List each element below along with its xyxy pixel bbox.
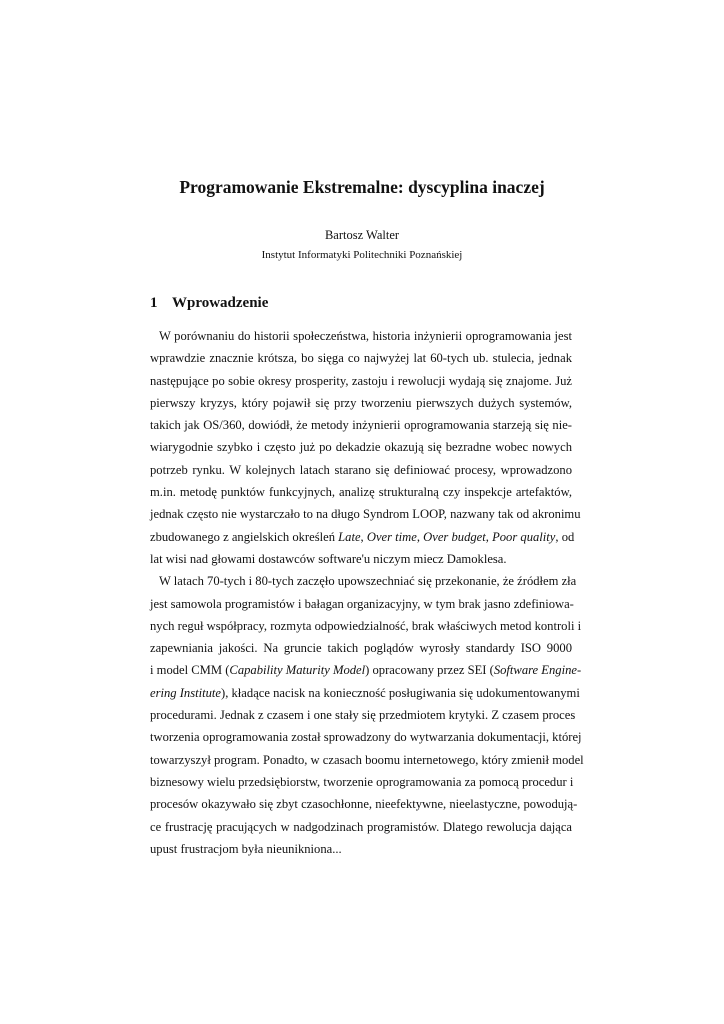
text-run: jednak często nie wystarczało to na długo Syndrom LOOP, nazwany tak od akronimu — [150, 507, 581, 522]
text-line — [150, 392, 572, 414]
text-line — [150, 481, 572, 503]
text-run: ), kładące nacisk na konieczność posługiwania się udokumentowanymi — [221, 685, 580, 700]
section-title: Wprowadzenie — [172, 295, 269, 311]
text-run: , — [416, 529, 424, 544]
text-run: tworzenia oprogramowania został sprowadzony do wytwarzania dokumentacji, której — [150, 730, 582, 745]
text-run: ) opracowany przez SEI ( — [365, 663, 494, 678]
italic-term: Over budget — [423, 529, 486, 544]
section-body — [150, 325, 584, 860]
text-run: procedurami. Jednak z czasem i one stały się przedmiotem krytyki. Z czasem proces — [150, 708, 576, 723]
text-line — [150, 325, 572, 347]
text-run: , od — [555, 529, 575, 544]
text-run: wiarygodnie szybko i często już po dekadzie okazują się bezradne wobec nowych — [150, 440, 572, 455]
text-run: biznesowy wielu przedsiębiorstw, tworzenie oprogramowania za pomocą procedur i — [150, 774, 574, 789]
text-line — [150, 436, 572, 458]
text-line — [150, 682, 580, 704]
text-line — [150, 459, 572, 481]
text-run: , — [360, 529, 367, 544]
text-line — [150, 838, 572, 860]
text-run: W latach 70-tych i 80-tych zaczęło upowszechniać się przekonanie, że źródłem zła — [159, 574, 577, 589]
italic-term: Capability Maturity Model — [229, 663, 366, 678]
italic-term: Over time — [366, 529, 417, 544]
text-line — [150, 816, 572, 838]
text-run: jest samowola programistów i bałagan organizacyjny, w tym brak jasno zdefiniowa- — [150, 596, 574, 611]
text-line — [150, 637, 572, 659]
text-run: wprawdzie znacznie krótsza, bo sięga co najwyżej lat 60-tych ub. stulecia, jednak — [150, 351, 572, 366]
text-line — [150, 570, 577, 592]
text-line — [150, 548, 572, 570]
text-run: i model CMM ( — [150, 663, 230, 678]
text-run: procesów okazywało się zbyt czasochłonne, nieefektywne, nieelastyczne, powodują- — [150, 797, 578, 812]
text-run: potrzeb rynku. W kolejnych latach starano się definiować procesy, wprowadzono — [150, 462, 572, 477]
text-line — [150, 414, 572, 436]
text-line — [150, 526, 575, 548]
text-run: zapewniania jakości. Na gruncie takich poglądów wyrosły standardy ISO 9000 — [150, 641, 572, 656]
italic-term: Software Engine- — [493, 663, 582, 678]
text-run: m.in. metodę punktów funkcyjnych, analizę strukturalną czy inspekcje artefaktów, — [150, 485, 572, 500]
text-run: ce frustrację pracujących w nadgodzinach programistów. Dlatego rewolucja dająca — [150, 819, 572, 834]
text-line — [150, 593, 572, 615]
text-line — [150, 503, 581, 525]
paragraph — [150, 570, 584, 860]
text-run: pierwszy kryzys, który pojawił się przy tworzeniu pierwszych dużych systemów, — [150, 395, 572, 410]
text-run: towarzyszył program. Ponadto, w czasach boomu internetowego, który zmienił model — [150, 752, 584, 767]
section-number: 1 — [150, 295, 158, 311]
text-run: takich jak OS/360, dowiódł, że metody inżynierii oprogramowania starzeją się nie- — [150, 418, 572, 433]
text-line — [150, 704, 576, 726]
text-run: nych reguł współpracy, rozmyta odpowiedzialność, brak właściwych metod kontroli i — [150, 618, 582, 633]
text-line — [150, 659, 582, 681]
italic-term: ering Institute — [150, 685, 222, 700]
paper-title: Programowanie Ekstremalne: dyscyplina inaczej — [179, 177, 545, 197]
section-heading — [150, 293, 268, 313]
text-run: W porównaniu do historii społeczeństwa, historia inżynierii oprogramowania jest — [159, 329, 572, 343]
text-run: zbudowanego z angielskich określeń — [150, 529, 339, 544]
text-run: lat wisi nad głowami dostawców software'u niczym miecz Damoklesa. — [150, 551, 507, 566]
author-name: Bartosz Walter — [324, 228, 400, 242]
author-affiliation: Instytut Informatyki Politechniki Poznańskiej — [261, 249, 463, 261]
text-line — [150, 370, 572, 392]
italic-term: Poor quality — [492, 529, 556, 544]
text-run: następujące po sobie okresy prosperity, zastoju i rewolucji wydają się znajome. Już — [150, 373, 572, 388]
text-line — [150, 749, 584, 771]
text-line — [150, 347, 572, 369]
text-line — [150, 771, 572, 793]
text-line — [150, 726, 582, 748]
text-run: upust frustracjom była nieunikniona... — [150, 841, 342, 856]
text-line — [150, 615, 582, 637]
paragraph — [150, 325, 581, 570]
text-line — [150, 793, 578, 815]
text-run: , — [485, 529, 493, 544]
italic-term: Late — [338, 529, 361, 544]
